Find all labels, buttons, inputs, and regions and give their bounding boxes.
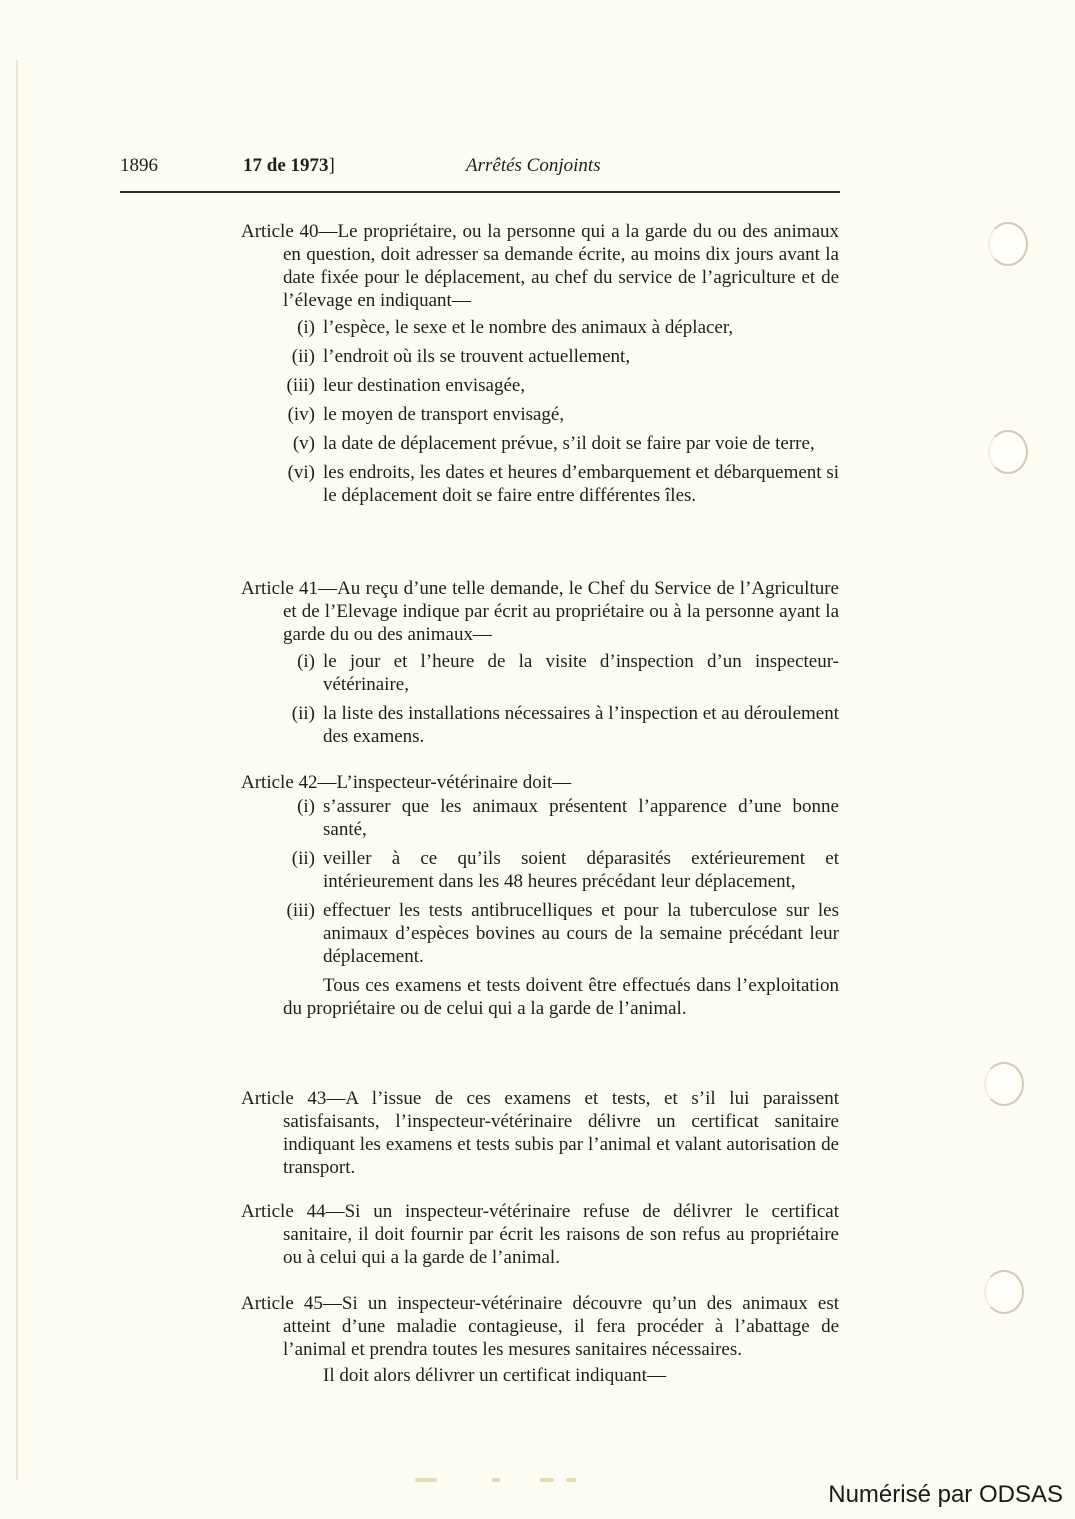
scan-artifact (540, 1478, 554, 1482)
item-text: la date de déplacement prévue, s’il doit se faire par voie de terre, (323, 433, 815, 454)
article-label: Article 42 (241, 772, 318, 793)
list-item (241, 403, 839, 426)
scan-artifact (566, 1478, 576, 1482)
item-number: (i) (297, 651, 315, 672)
item-list (241, 795, 839, 968)
item-text: leur destination envisagée, (323, 375, 526, 396)
item-text: le jour et l’heure de la visite d’inspection d’un inspecteur-vétérinaire, (323, 651, 839, 695)
item-text: effectuer les tests antibrucelliques et pour la tuberculose sur les animaux d’espèces bovines au cours de la semaine précédant leur déplacement. (323, 900, 839, 967)
article-closing-paragraph: Il doit alors délivrer un certificat indiquant— (323, 1365, 666, 1386)
article-label: Article 40 (241, 221, 319, 242)
article-label: Article 44 (241, 1201, 326, 1222)
article-45 (241, 1292, 839, 1387)
page-edge (16, 60, 18, 1480)
list-item (241, 847, 839, 893)
scan-artifact (415, 1478, 437, 1482)
scan-artifact (492, 1478, 500, 1482)
running-title: Arrêtés Conjoints (466, 155, 601, 176)
list-item (241, 795, 839, 841)
article-text: —Si un inspecteur-vétérinaire refuse de délivrer le certificat sanitaire, il doit fournir par écrit les raisons de son refus au propriétaire ou à celui qui a la garde de l’animal. (283, 1201, 839, 1268)
list-item (241, 650, 839, 696)
item-number: (iii) (286, 375, 315, 396)
punch-hole (988, 222, 1028, 266)
issue-number (243, 154, 335, 178)
punch-hole (988, 430, 1028, 474)
article-text: —A l’issue de ces examens et tests, et s’il lui paraissent satisfaisants, l’inspecteur-vétérinaire délivre un certificat sanitaire indiquant les examens et tests subis par l’animal et valant autorisation de transport. (283, 1088, 839, 1178)
punch-hole (984, 1062, 1024, 1106)
item-list (241, 316, 839, 507)
header-rule (120, 191, 840, 193)
item-number: (ii) (291, 848, 315, 869)
article-closing-paragraph: Tous ces examens et tests doivent être effectués dans l’exploitation du propriétaire ou de celui qui a la garde de l’animal. (283, 975, 839, 1019)
article-text: —Si un inspecteur-vétérinaire découvre qu’un des animaux est atteint d’une maladie contagieuse, il fera procéder à l’abattage de l’animal et prendra toutes les mesures sanitaires nécessaires. (283, 1293, 839, 1360)
list-item (241, 374, 839, 397)
item-number: (vi) (287, 462, 315, 483)
item-number: (v) (292, 433, 315, 454)
item-number: (i) (297, 796, 315, 817)
list-item (241, 345, 839, 368)
item-text: l’endroit où ils se trouvent actuellement, (323, 346, 631, 367)
item-number: (iv) (287, 404, 315, 425)
article-text: —L’inspecteur-vétérinaire doit— (317, 772, 572, 793)
punch-hole (984, 1270, 1024, 1314)
item-text: s’assurer que les animaux présentent l’apparence d’une bonne santé, (323, 796, 839, 840)
item-text: les endroits, les dates et heures d’embarquement et débarquement si le déplacement doit se faire entre différentes îles. (323, 462, 839, 506)
article-label: Article 41 (241, 578, 319, 599)
list-item (241, 899, 839, 968)
item-number: (i) (297, 317, 315, 338)
article-label: Article 45 (241, 1293, 323, 1314)
item-number: (ii) (291, 346, 315, 367)
article-40 (241, 220, 839, 513)
list-item (241, 461, 839, 507)
item-text: veiller à ce qu’ils soient déparasités extérieurement et intérieurement dans les 48 heures précédant leur déplacement, (323, 848, 839, 892)
article-42 (241, 771, 839, 1020)
list-item (241, 316, 839, 339)
page-number: 1896 (120, 155, 158, 176)
article-text: —Le propriétaire, ou la personne qui a la garde du ou des animaux en question, doit adresser sa demande écrite, au moins dix jours avant la date fixée pour le déplacement, au chef du service de l’agriculture et de l’élevage en indiquant— (283, 221, 839, 311)
digitization-watermark: Numérisé par ODSAS (828, 1481, 1063, 1508)
list-item (241, 432, 839, 455)
item-text: l’espèce, le sexe et le nombre des animaux à déplacer, (323, 317, 734, 338)
item-number: (ii) (291, 703, 315, 724)
list-item (241, 702, 839, 748)
item-text: le moyen de transport envisagé, (323, 404, 565, 425)
issue-bracket: ] (328, 155, 335, 176)
article-43 (241, 1087, 839, 1179)
article-text: —Au reçu d’une telle demande, le Chef du Service de l’Agriculture et de l’Elevage indique par écrit au propriétaire ou à la personne ayant la garde du ou des animaux— (283, 578, 839, 645)
item-list (241, 650, 839, 748)
issue-label: 17 de 1973 (243, 155, 329, 176)
article-41 (241, 577, 839, 754)
article-label: Article 43 (241, 1088, 327, 1109)
article-44 (241, 1200, 839, 1269)
item-text: la liste des installations nécessaires à l’inspection et au déroulement des examens. (323, 703, 839, 747)
item-number: (iii) (286, 900, 315, 921)
